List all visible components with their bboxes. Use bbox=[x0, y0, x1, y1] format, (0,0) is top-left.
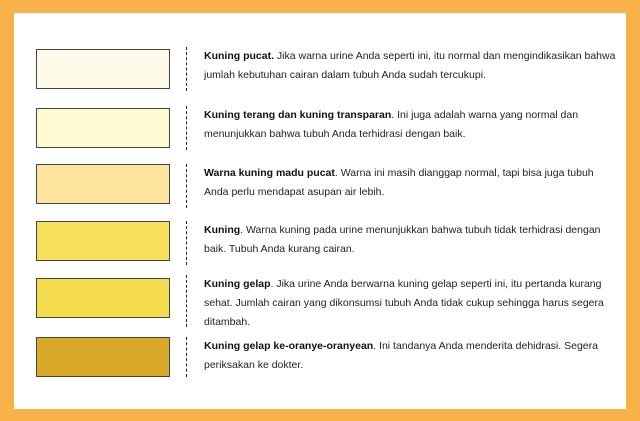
row-title: Kuning terang dan kuning transparan bbox=[204, 109, 392, 121]
color-swatch bbox=[36, 337, 170, 377]
color-swatch bbox=[36, 108, 170, 148]
row-text bbox=[204, 337, 616, 375]
color-swatch bbox=[36, 49, 170, 89]
row-text bbox=[204, 164, 616, 202]
content-panel bbox=[14, 13, 626, 409]
divider bbox=[186, 164, 187, 208]
divider bbox=[186, 106, 187, 150]
row-title: Kuning gelap ke-oranye-oranyean bbox=[204, 340, 374, 352]
row-text bbox=[204, 221, 616, 259]
row-text bbox=[204, 106, 616, 144]
divider bbox=[186, 221, 187, 265]
row-text bbox=[204, 275, 616, 332]
color-swatch bbox=[36, 278, 170, 318]
row-title: Kuning pucat. bbox=[204, 50, 274, 62]
row-description: Jika warna urine Anda seperti ini, itu normal dan mengindikasikan bahwa jumlah kebutuhan cairan dalam tubuh Anda sudah tercukupi. bbox=[204, 50, 616, 81]
row-description: . Ini juga adalah warna yang normal dan menunjukkan bahwa tubuh Anda terhidrasi dengan baik. bbox=[204, 109, 579, 140]
row-description: . Warna ini masih dianggap normal, tapi bisa juga tubuh Anda perlu mendapat asupan air lebih. bbox=[204, 167, 594, 198]
row-description: . Jika urine Anda berwarna kuning gelap seperti ini, itu pertanda kurang sehat. Jumlah cairan yang dikonsumsi tubuh Anda tidak cukup sehingga harus segera ditambah. bbox=[204, 278, 604, 328]
row-description: . Ini tandanya Anda menderita dehidrasi. Segera periksakan ke dokter. bbox=[204, 340, 598, 371]
divider bbox=[186, 337, 187, 377]
divider bbox=[186, 47, 187, 91]
row-title: Kuning bbox=[204, 224, 241, 236]
row-title: Warna kuning madu pucat bbox=[204, 167, 335, 179]
color-swatch bbox=[36, 221, 170, 261]
row-description: . Warna kuning pada urine menunjukkan bahwa tubuh tidak terhidrasi dengan baik. Tubuh Anda kurang cairan. bbox=[204, 224, 601, 255]
row-title: Kuning gelap bbox=[204, 278, 271, 290]
row-text bbox=[204, 47, 616, 85]
divider bbox=[186, 275, 187, 327]
color-swatch bbox=[36, 164, 170, 204]
